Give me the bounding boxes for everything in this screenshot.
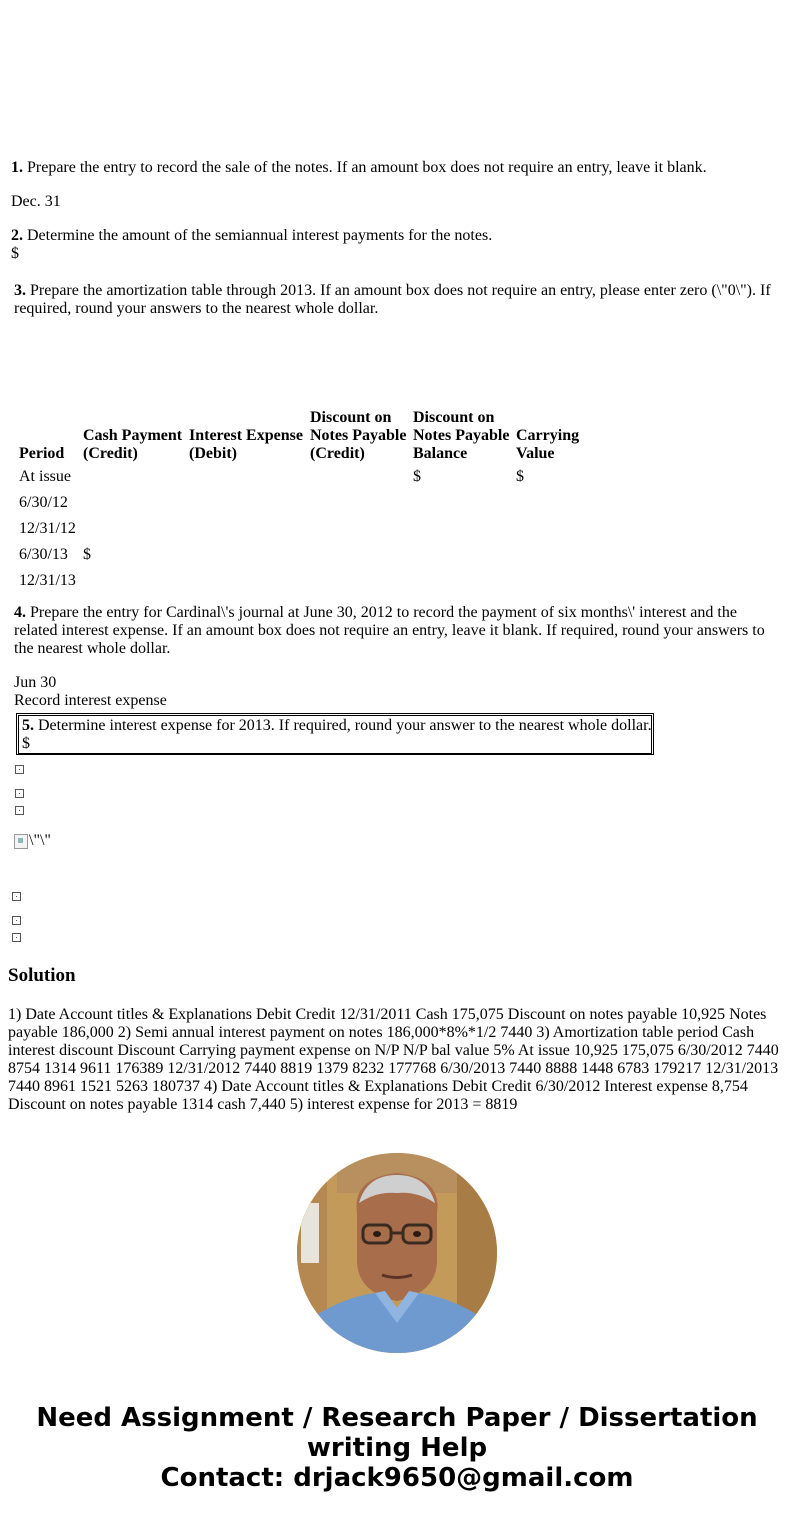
cell-carrying <box>515 491 583 515</box>
header-period: Period <box>19 445 65 462</box>
question-3-text: Prepare the amortization table through 2013. If an amount box does not require an entry, please enter zero (\"0\"). If required, round your answers to the nearest whole dollar. <box>14 282 771 317</box>
amortization-table <box>15 407 586 595</box>
cell-balance: $ <box>413 468 421 485</box>
cell-interest <box>188 569 306 593</box>
cell-period: 12/31/13 <box>19 572 76 589</box>
radio-placeholder-icon[interactable] <box>15 806 24 815</box>
broken-image <box>14 832 51 850</box>
cell-interest <box>188 491 306 515</box>
cell-cash <box>82 465 185 489</box>
cell-discount <box>309 491 409 515</box>
cell-carrying <box>515 517 583 541</box>
question-2-number: 2. <box>11 227 23 244</box>
radio-placeholder-icon[interactable] <box>15 789 24 798</box>
cell-carrying: $ <box>516 468 524 485</box>
author-portrait-icon <box>297 1153 497 1353</box>
question-1-date: Dec. 31 <box>11 193 61 210</box>
question-1 <box>11 159 781 177</box>
table-row <box>18 569 583 593</box>
header-discount-balance: Discount on Notes Payable Balance <box>413 409 510 462</box>
question-2-dollar: $ <box>11 245 19 262</box>
question-5-box <box>16 713 654 755</box>
cell-period: 6/30/13 <box>19 546 68 563</box>
question-1-text: Prepare the entry to record the sale of the notes. If an amount box does not require an entry, leave it blank. <box>23 159 707 176</box>
cell-cash <box>82 569 185 593</box>
cell-balance <box>412 517 512 541</box>
table-row <box>18 543 583 567</box>
contact-banner <box>0 1403 794 1493</box>
question-4 <box>14 604 780 658</box>
cell-interest <box>188 543 306 567</box>
table-header-row <box>18 409 583 463</box>
contact-line-1: Need Assignment / Research Paper / Dissertation <box>36 1403 758 1433</box>
cell-interest <box>188 517 306 541</box>
cell-discount <box>309 543 409 567</box>
question-2 <box>11 227 781 245</box>
cell-carrying <box>515 543 583 567</box>
question-5-dollar: $ <box>22 735 30 752</box>
cell-balance <box>412 569 512 593</box>
broken-image-alt: \"\" <box>29 832 51 849</box>
cell-discount <box>309 465 409 489</box>
cell-period: 6/30/12 <box>19 494 68 511</box>
question-3 <box>14 282 780 318</box>
contact-email: Contact: drjack9650@gmail.com <box>160 1463 634 1493</box>
header-carrying-value: Carrying Value <box>516 427 580 462</box>
question-2-text: Determine the amount of the semiannual interest payments for the notes. <box>23 227 493 244</box>
cell-carrying <box>515 569 583 593</box>
question-4-memo: Record interest expense <box>14 692 167 709</box>
cell-balance <box>412 543 512 567</box>
cell-discount <box>309 569 409 593</box>
solution-text: 1) Date Account titles & Explanations Debit Credit 12/31/2011 Cash 175,075 Discount on notes payable 10,925 Notes payable 186,000 2) Semi annual interest payment on notes 186,000*8%*1/2 7440 3) Amortization table period Cash interest discount Discount Carrying payment expense on N/P N/P bal value 5% At issue 10,925 175,075 6/30/2012 7440 8754 1314 9611 176389 12/31/2012 7440 8819 1379 8232 177768 6/30/2013 7440 8888 1448 6783 179217 12/31/2013 7440 8961 1521 5263 180737 4) Date Account titles & Explanations Debit Credit 6/30/2012 Interest expense 8,754 Discount on notes payable 1314 cash 7,440 5) interest expense for 2013 = 8819 <box>8 1006 779 1113</box>
radio-placeholder-icon[interactable] <box>15 765 24 774</box>
author-avatar <box>297 1153 497 1353</box>
cell-discount <box>309 517 409 541</box>
table-row <box>18 491 583 515</box>
contact-line-2: writing Help <box>306 1433 488 1463</box>
radio-placeholder-icon[interactable] <box>12 916 21 925</box>
question-4-text: Prepare the entry for Cardinal\'s journal at June 30, 2012 to record the payment of six months\' interest and the related interest expense. If an amount box does not require an entry, leave it blank. If required, round your answers to the nearest whole dollar. <box>14 604 765 657</box>
header-interest-expense: Interest Expense (Debit) <box>189 427 303 462</box>
question-5-number: 5. <box>22 717 34 734</box>
cell-cash: $ <box>83 546 91 563</box>
question-5-inner <box>18 715 652 754</box>
question-1-number: 1. <box>11 159 23 176</box>
header-discount-credit: Discount on Notes Payable (Credit) <box>310 409 407 462</box>
cell-cash <box>82 491 185 515</box>
solution-heading: Solution <box>8 965 76 986</box>
cell-cash <box>82 517 185 541</box>
question-4-date: Jun 30 <box>14 674 57 691</box>
question-5-text: Determine interest expense for 2013. If required, round your answer to the nearest whole dollar. <box>34 717 652 734</box>
question-3-number: 3. <box>14 282 26 299</box>
cell-interest <box>188 465 306 489</box>
cell-balance <box>412 491 512 515</box>
question-4-number: 4. <box>14 604 26 621</box>
broken-image-icon <box>14 834 28 849</box>
cell-period: At issue <box>19 468 71 485</box>
table-row <box>18 465 583 489</box>
cell-period: 12/31/12 <box>19 520 76 537</box>
radio-placeholder-icon[interactable] <box>12 933 21 942</box>
header-cash-payment: Cash Payment (Credit) <box>83 427 183 462</box>
table-row <box>18 517 583 541</box>
radio-placeholder-icon[interactable] <box>12 892 21 901</box>
